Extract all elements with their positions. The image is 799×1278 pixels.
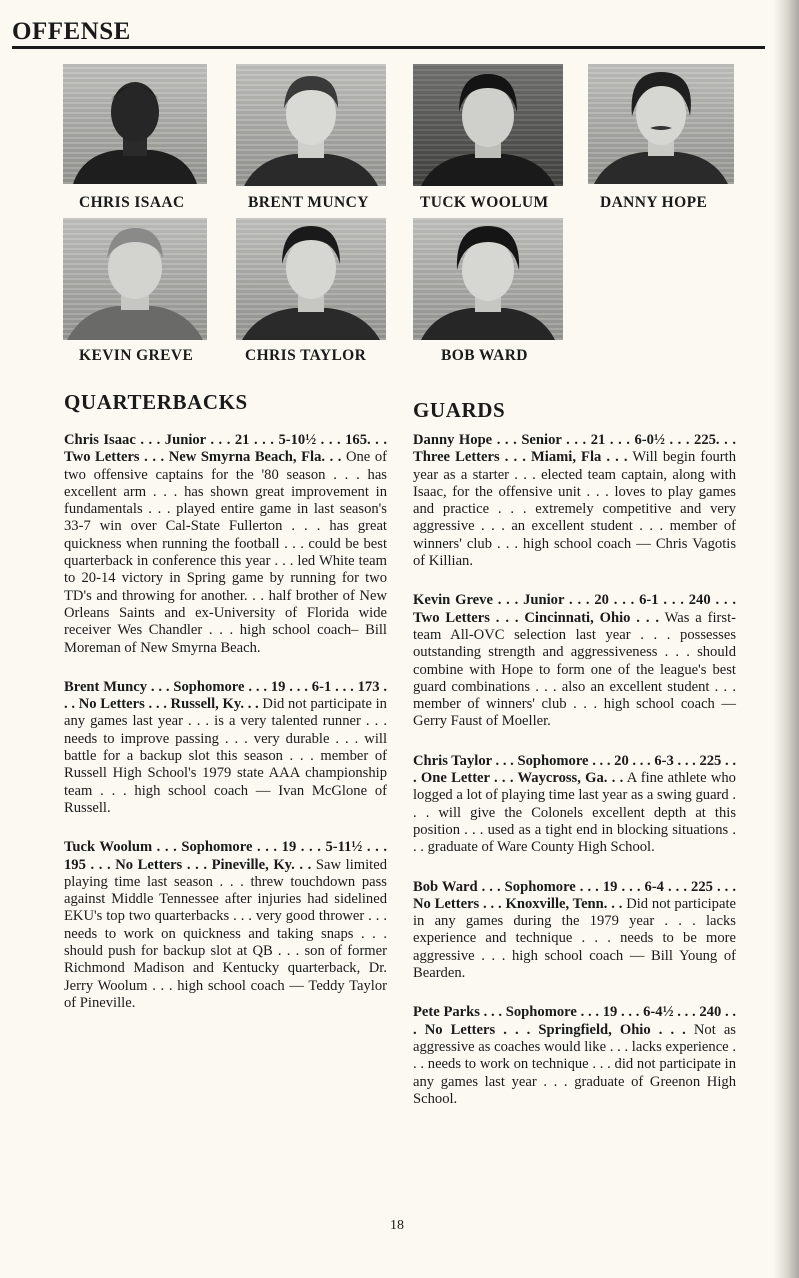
player-bio [413,1004,736,1108]
player-bio-header: Danny Hope . . . Senior . . . 21 . . . 6-0½ . . . 225. . . Three Letters . . . Miami, Fla . . . [413,432,736,466]
photo-caption: KEVIN GREVE [79,347,194,364]
title-rule [12,46,765,49]
portrait-silhouette [63,64,207,184]
player-bio [413,753,736,857]
portrait-silhouette [413,218,563,340]
player-bio-header: Tuck Woolum . . . Sophomore . . . 19 . . . 5-11½ . . . 195 . . . No Letters . . . Pineville, Ky. . . [64,839,387,873]
player-bio-text: Will begin fourth year as a starter . . . elected team captain, along with Isaac, for the offensive unit . . . loves to play games and practice . . . extremely competitive and very aggressive . . . an excellent student . . . member of winners' club . . . high school coach — Chris Vagotis of Killian. [413,449,736,570]
player-photo-chris-taylor [236,218,386,340]
portrait-silhouette [63,218,207,340]
page-number: 18 [390,1218,404,1233]
player-bio-text: A fine athlete who logged a lot of playing time last year as a swing guard . . . will give the Colonels excellent depth at this position . . . used as a tight end in blocking situations . . . graduate of Ware County High School. [413,770,737,856]
player-photo-chris-isaac [63,64,207,184]
player-bio-text: Did not participate in any games during the 1979 year . . . lacks experience and technique . . . needs to be more aggressive . . . high school coach — Bill Young of Bearden. [413,895,736,982]
photo-caption: TUCK WOOLUM [420,194,549,211]
player-bio-text: Saw limited playing time last season . . . threw touchdown pass against Middle Tennessee after injuries had sidelined EKU's top two quarterbacks . . . very good thrower . . . needs to work on quickness and taking snaps . . . should push for backup slot at QB . . . son of former Richmond Madison and Kentucky quarterback, Dr. Jerry Woolum . . . high school coach — Teddy Taylor of Pineville. [64,856,387,1011]
player-photo-tuck-woolum [413,64,563,186]
portrait-silhouette [413,64,563,186]
player-bio-header: Kevin Greve . . . Junior . . . 20 . . . 6-1 . . . 240 . . . Two Letters . . . Cincinnati, Ohio . . . [413,592,736,626]
player-bio [413,879,736,983]
player-bio [413,432,736,570]
guards-heading: GUARDS [413,398,506,422]
quarterbacks-column [64,432,387,1034]
photo-caption: CHRIS ISAAC [79,194,185,211]
player-bio-header: Pete Parks . . . Sophomore . . . 19 . . . 6-4½ . . . 240 . . . No Letters . . . Springfield, Ohio . . . [413,1004,736,1038]
player-bio-header: Bob Ward . . . Sophomore . . . 19 . . . 6-4 . . . 225 . . . No Letters . . . Knoxville, Tenn. . . [413,878,736,912]
player-bio [64,839,387,1012]
player-bio-text: Not as aggressive as coaches would like . . . lacks experience . . . needs to work on technique . . . did not participate in any games last year . . . graduate of Greenon High School. [413,1021,736,1107]
player-bio-header: Brent Muncy . . . Sophomore . . . 19 . . . 6-1 . . . 173 . . . No Letters . . . Russell, Ky. . . [64,678,387,713]
photo-caption: DANNY HOPE [600,194,708,211]
player-bio-text: Did not participate in any games last year . . . is a very talented runner . . . needs to improve passing . . . very durable . . . will battle for a backup slot this season . . . member of Russell High School's 1979 state AAA championship team . . . high school coach — Ivan McGlone of Russell. [64,696,387,816]
portrait-silhouette [236,218,386,340]
portrait-silhouette [588,64,734,184]
photo-caption: BOB WARD [441,347,528,364]
player-bio-text: Was a first-team All-OVC selection last year . . . possesses outstanding strength and aggressiveness . . . should combine with Hope to form one of the league's best guard combinations . . . also an excellent student . . . member of winners' club . . . high school coach — Gerry Faust of Moeller. [413,609,736,730]
player-bio-text: One of two offensive captains for the '80 season . . . has excellent arm . . . has shown great improvement in fundamentals . . . played entire game in last season's 33-7 win over Cal-State Fullerton . . . has great quickness when running the football . . . could be best quarterback in conference this year . . . led White team to 20-14 victory in Spring game by running for two TD's and throwing for another. . . half brother of New Orleans Saints and ex-University of Florida wide receiver Wes Chandler . . . high school coach– Bill Moreman of New Smyrna Beach. [64,449,387,656]
quarterbacks-heading: QUARTERBACKS [64,390,248,414]
guards-column [413,432,736,1130]
page-binding-shadow [773,0,799,1278]
photo-caption: BRENT MUNCY [248,194,369,211]
player-photo-bob-ward [413,218,563,340]
player-photo-brent-muncy [236,64,386,186]
player-photo-kevin-greve [63,218,207,340]
player-bio [413,592,736,730]
player-photo-danny-hope [588,64,734,184]
photo-caption: CHRIS TAYLOR [245,347,367,364]
portrait-silhouette [236,64,386,186]
player-bio-header: Chris Isaac . . . Junior . . . 21 . . . 5-10½ . . . 165. . . Two Letters . . . New Smyrna Beach, Fla. . . [64,432,387,466]
player-bio [64,679,387,817]
player-bio [64,432,387,657]
section-title: OFFENSE [12,18,131,45]
player-bio-header: Chris Taylor . . . Sophomore . . . 20 . . . 6-3 . . . 225 . . . One Letter . . . Waycross, Ga. . . [413,752,736,787]
